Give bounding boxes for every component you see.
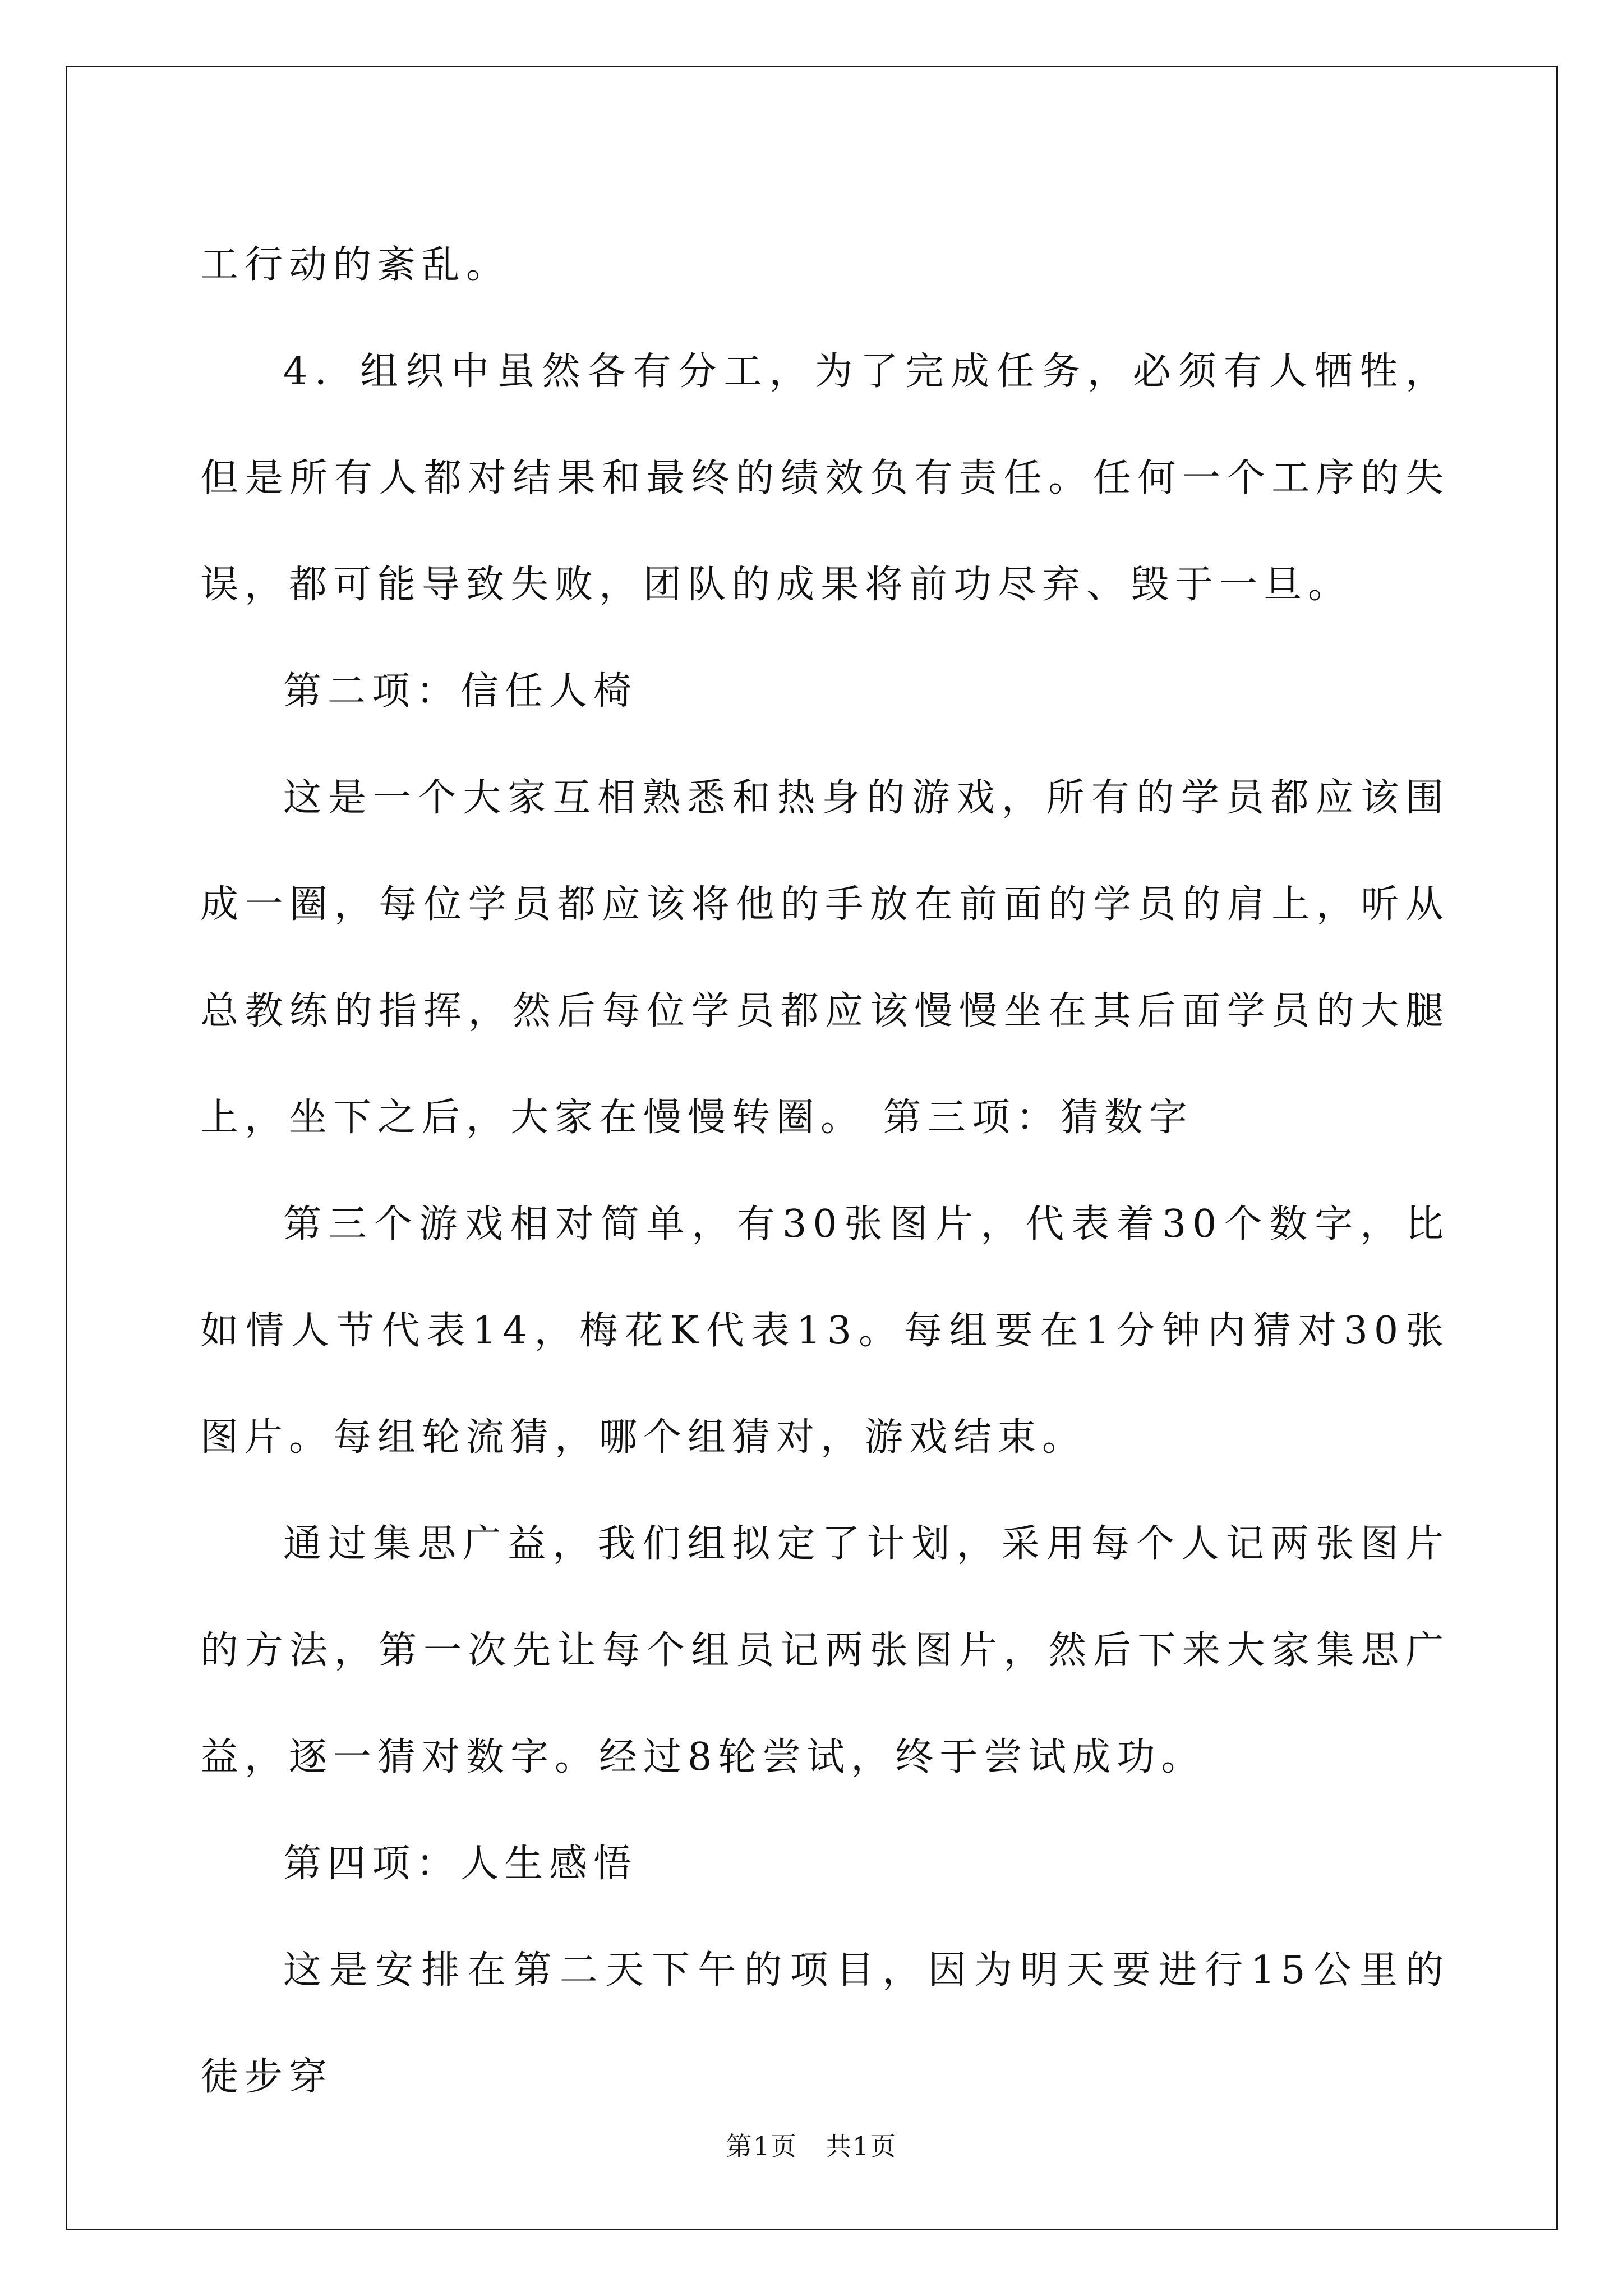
document-body [200,212,1450,2131]
paragraph: 工行动的紊乱。 [200,243,511,287]
paragraph: 4．组织中虽然各有分工，为了完成任务，必须有人牺牲，但是所有人都对结果和最终的绩效负有责任。任何一个工序的失误，都可能导致失败，团队的成果将前功尽弃、毁于一旦。 [200,349,1450,607]
page-footer [0,2126,1623,2163]
paragraph: 通过集思广益，我们组拟定了计划，采用每个人记两张图片的方法，第一次先让每个组员记两张图片，然后下来大家集思广益，逐一猜对数字。经过8轮尝试，终于尝试成功。 [200,1522,1450,1779]
paragraph: 这是一个大家互相熟悉和热身的游戏，所有的学员都应该围成一圈，每位学员都应该将他的手放在前面的学员的肩上，听从总教练的指挥，然后每位学员都应该慢慢坐在其后面学员的大腿上，坐下之后，大家在慢慢转圈。 第三项：猜数字 [200,776,1450,1140]
section-heading: 第二项：信任人椅 [283,669,638,714]
section-heading: 第四项：人生感悟 [283,1842,638,1886]
page-total: 共1页 [825,2131,897,2161]
paragraph: 这是安排在第二天下午的项目，因为明天要进行15公里的徒步穿 [200,1948,1450,2099]
paragraph: 第三个游戏相对简单，有30张图片，代表着30个数字，比如情人节代表14，梅花K代表13。每组要在1分钟内猜对30张图片。每组轮流猜，哪个组猜对，游戏结束。 [200,1202,1450,1460]
page-number: 第1页 [726,2131,798,2161]
